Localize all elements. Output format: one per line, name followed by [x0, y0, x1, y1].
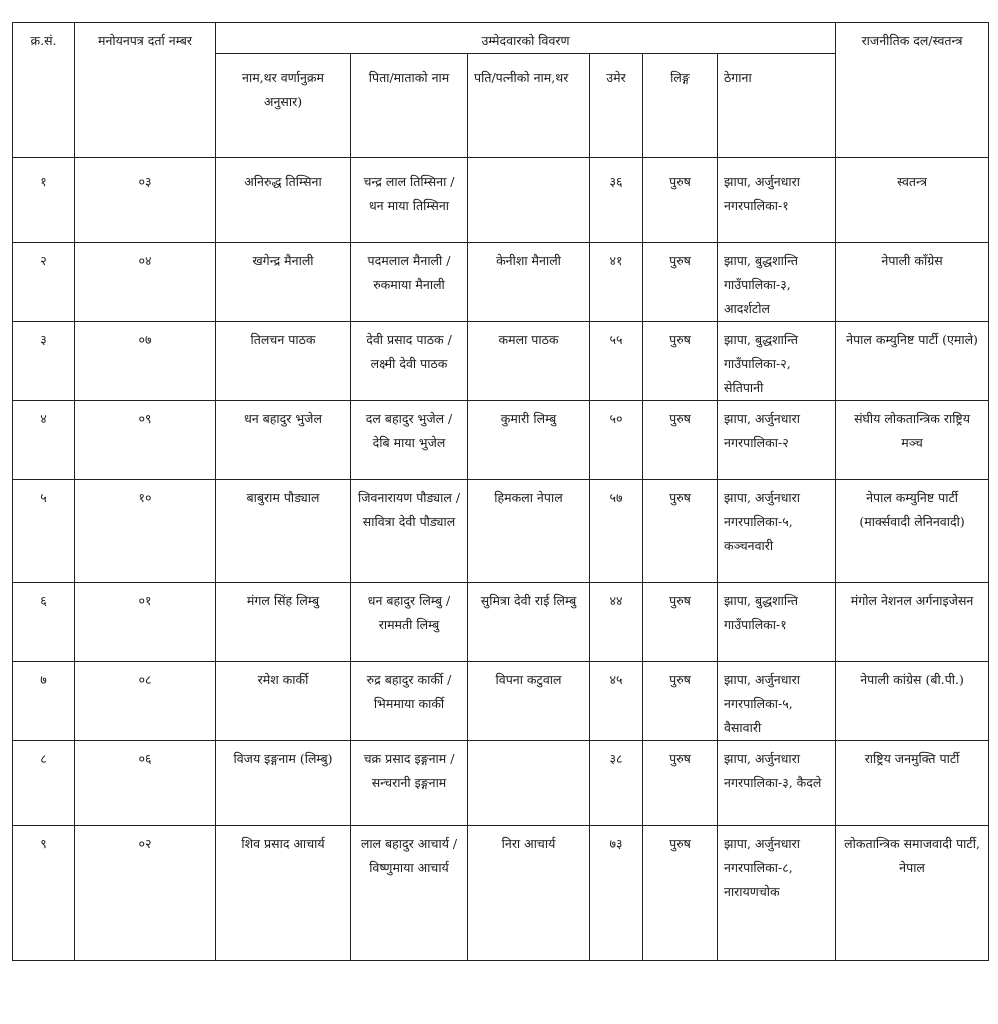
- cell-address: झापा, बुद्धशान्ति गाउँपालिका-१: [718, 583, 836, 662]
- cell-party: मंगोल नेशनल अर्गनाइजेसन: [836, 583, 989, 662]
- cell-address: झापा, बुद्धशान्ति गाउँपालिका-३, आदर्शटोल: [718, 243, 836, 322]
- table-row: [13, 583, 989, 662]
- table-row: [13, 741, 989, 826]
- cell-name: मंगल सिंह लिम्बु: [216, 583, 351, 662]
- cell-parents: रुद्र बहादुर कार्की / भिममाया कार्की: [351, 662, 468, 741]
- cell-name: तिलचन पाठक: [216, 322, 351, 401]
- cell-address: झापा, अर्जुनधारा नगरपालिका-३, कैदले: [718, 741, 836, 826]
- cell-spouse: निरा आचार्य: [468, 826, 590, 961]
- cell-address: झापा, अर्जुनधारा नगरपालिका-१: [718, 158, 836, 243]
- table-row: [13, 401, 989, 480]
- cell-serial: ४: [13, 401, 75, 480]
- cell-registration: ०१: [75, 583, 216, 662]
- cell-serial: २: [13, 243, 75, 322]
- cell-name: शिव प्रसाद आचार्य: [216, 826, 351, 961]
- cell-registration: ०४: [75, 243, 216, 322]
- cell-age: ५७: [590, 480, 643, 583]
- cell-gender: पुरुष: [643, 158, 718, 243]
- cell-gender: पुरुष: [643, 322, 718, 401]
- cell-age: ३६: [590, 158, 643, 243]
- cell-gender: पुरुष: [643, 243, 718, 322]
- cell-age: ५०: [590, 401, 643, 480]
- cell-age: ३८: [590, 741, 643, 826]
- cell-age: ७३: [590, 826, 643, 961]
- cell-parents: जिवनारायण पौड्याल / सावित्रा देवी पौड्याल: [351, 480, 468, 583]
- table-row: [13, 826, 989, 961]
- cell-spouse: [468, 158, 590, 243]
- cell-spouse: कुमारी लिम्बु: [468, 401, 590, 480]
- cell-serial: ७: [13, 662, 75, 741]
- cell-name: धन बहादुर भुजेल: [216, 401, 351, 480]
- header-address: ठेगाना: [718, 54, 836, 158]
- cell-serial: ३: [13, 322, 75, 401]
- table-row: [13, 158, 989, 243]
- cell-address: झापा, अर्जुनधारा नगरपालिका-८, नारायणचोक: [718, 826, 836, 961]
- cell-name: बाबुराम पौड्याल: [216, 480, 351, 583]
- cell-registration: ०८: [75, 662, 216, 741]
- cell-age: ५५: [590, 322, 643, 401]
- cell-gender: पुरुष: [643, 480, 718, 583]
- table-row: [13, 243, 989, 322]
- cell-party: संघीय लोकतान्त्रिक राष्ट्रिय मञ्च: [836, 401, 989, 480]
- cell-serial: ९: [13, 826, 75, 961]
- cell-address: झापा, अर्जुनधारा नगरपालिका-२: [718, 401, 836, 480]
- header-nomination: मनोयनपत्र दर्ता नम्बर: [75, 23, 216, 158]
- header-party: राजनीतिक दल/स्वतन्त्र: [836, 23, 989, 158]
- header-parents: पिता/माताको नाम: [351, 54, 468, 158]
- cell-registration: ०९: [75, 401, 216, 480]
- header-gender: लिङ्ग: [643, 54, 718, 158]
- cell-parents: चन्द्र लाल तिम्सिना / धन माया तिम्सिना: [351, 158, 468, 243]
- cell-name: रमेश कार्की: [216, 662, 351, 741]
- cell-parents: लाल बहादुर आचार्य / विष्णुमाया आचार्य: [351, 826, 468, 961]
- cell-parents: दल बहादुर भुजेल / देबि माया भुजेल: [351, 401, 468, 480]
- cell-registration: ०६: [75, 741, 216, 826]
- cell-spouse: कमला पाठक: [468, 322, 590, 401]
- cell-spouse: [468, 741, 590, 826]
- header-row-top: [13, 23, 989, 54]
- cell-party: स्वतन्त्र: [836, 158, 989, 243]
- cell-name: खगेन्द्र मैनाली: [216, 243, 351, 322]
- cell-spouse: विपना कटुवाल: [468, 662, 590, 741]
- cell-address: झापा, अर्जुनधारा नगरपालिका-५, कञ्चनवारी: [718, 480, 836, 583]
- cell-serial: ५: [13, 480, 75, 583]
- cell-name: अनिरुद्ध तिम्सिना: [216, 158, 351, 243]
- cell-age: ४१: [590, 243, 643, 322]
- header-candidate-details: उम्मेदवारको विवरण: [216, 23, 836, 54]
- cell-party: नेपाली काँग्रेस: [836, 243, 989, 322]
- cell-gender: पुरुष: [643, 401, 718, 480]
- cell-gender: पुरुष: [643, 741, 718, 826]
- cell-spouse: केनीशा मैनाली: [468, 243, 590, 322]
- cell-party: नेपाल कम्युनिष्ट पार्टी (मार्क्सवादी लेनिनवादी): [836, 480, 989, 583]
- cell-spouse: सुमित्रा देवी राई लिम्बु: [468, 583, 590, 662]
- cell-registration: ०७: [75, 322, 216, 401]
- header-name: नाम,थर वर्णानुक्रम अनुसार): [216, 54, 351, 158]
- cell-age: ४५: [590, 662, 643, 741]
- header-age: उमेर: [590, 54, 643, 158]
- cell-party: नेपाली कांग्रेस (बी.पी.): [836, 662, 989, 741]
- cell-parents: चक्र प्रसाद इङ्गनाम / सन्चरानी इङ्गनाम: [351, 741, 468, 826]
- document-page: [12, 22, 988, 961]
- cell-registration: १०: [75, 480, 216, 583]
- cell-party: राष्ट्रिय जनमुक्ति पार्टी: [836, 741, 989, 826]
- header-serial: क्र.सं.: [13, 23, 75, 158]
- cell-party: नेपाल कम्युनिष्ट पार्टी (एमाले): [836, 322, 989, 401]
- cell-name: विजय इङ्गनाम (लिम्बु): [216, 741, 351, 826]
- cell-spouse: हिमकला नेपाल: [468, 480, 590, 583]
- cell-serial: ८: [13, 741, 75, 826]
- cell-party: लोकतान्त्रिक समाजवादी पार्टी, नेपाल: [836, 826, 989, 961]
- cell-gender: पुरुष: [643, 662, 718, 741]
- cell-serial: १: [13, 158, 75, 243]
- cell-registration: ०३: [75, 158, 216, 243]
- cell-parents: धन बहादुर लिम्बु / राममती लिम्बु: [351, 583, 468, 662]
- cell-address: झापा, अर्जुनधारा नगरपालिका-५, वैसावारी: [718, 662, 836, 741]
- cell-parents: देवी प्रसाद पाठक / लक्ष्मी देवी पाठक: [351, 322, 468, 401]
- table-row: [13, 480, 989, 583]
- cell-registration: ०२: [75, 826, 216, 961]
- cell-gender: पुरुष: [643, 826, 718, 961]
- table-row: [13, 662, 989, 741]
- cell-serial: ६: [13, 583, 75, 662]
- cell-address: झापा, बुद्धशान्ति गाउँपालिका-२, सेतिपानी: [718, 322, 836, 401]
- table-row: [13, 322, 989, 401]
- header-spouse: पति/पत्नीको नाम,थर: [468, 54, 590, 158]
- candidate-table: [12, 22, 989, 961]
- cell-parents: पदमलाल मैनाली / रुकमाया मैनाली: [351, 243, 468, 322]
- cell-gender: पुरुष: [643, 583, 718, 662]
- cell-age: ४४: [590, 583, 643, 662]
